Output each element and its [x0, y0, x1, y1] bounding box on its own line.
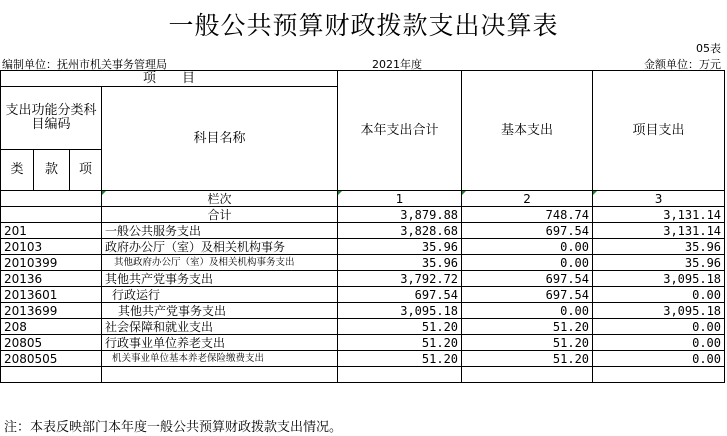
row-name: 行政运行 — [102, 287, 338, 303]
row-total: 35.96 — [338, 239, 462, 255]
table-note: 注：本表反映部门本年度一般公共预算财政拨款支出情况。 — [4, 420, 343, 435]
header-xiang: 项 — [70, 150, 102, 191]
table-row — [1, 367, 725, 383]
row-project: 3,095.18 — [593, 303, 725, 319]
row-total: 51.20 — [338, 351, 462, 367]
row-total: 3,879.88 — [338, 207, 462, 223]
table-row — [1, 223, 725, 239]
row-total: 51.20 — [338, 335, 462, 351]
column-index-3: 3 — [593, 191, 725, 207]
row-name: 其他政府办公厅（室）及相关机构事务支出 — [102, 255, 338, 271]
row-project: 0.00 — [593, 319, 725, 335]
row-code: 201 — [1, 223, 102, 239]
header-func-code: 支出功能分类科目编码 — [1, 87, 102, 150]
header-total: 本年支出合计 — [338, 71, 462, 191]
row-basic: 697.54 — [462, 271, 593, 287]
row-total: 697.54 — [338, 287, 462, 303]
row-name: 一般公共服务支出 — [102, 223, 338, 239]
header-basic: 基本支出 — [462, 71, 593, 191]
table-row — [1, 239, 725, 255]
row-code: 2013601 — [1, 287, 102, 303]
row-project: 0.00 — [593, 351, 725, 367]
row-total: 51.20 — [338, 319, 462, 335]
table-row — [1, 319, 725, 335]
row-name: 其他共产党事务支出 — [102, 271, 338, 287]
table-number: 05表 — [696, 42, 721, 55]
row-name: 合计 — [102, 207, 338, 223]
row-name: 政府办公厅（室）及相关机构事务 — [102, 239, 338, 255]
row-code — [1, 367, 102, 383]
row-project: 35.96 — [593, 239, 725, 255]
column-index-label: 栏次 — [102, 191, 338, 207]
table-row — [1, 287, 725, 303]
row-basic: 748.74 — [462, 207, 593, 223]
row-basic: 697.54 — [462, 223, 593, 239]
table-row — [1, 303, 725, 319]
row-basic: 51.20 — [462, 351, 593, 367]
row-total — [338, 367, 462, 383]
header-subject-name: 科目名称 — [102, 87, 338, 191]
row-project: 3,131.14 — [593, 223, 725, 239]
row-project: 35.96 — [593, 255, 725, 271]
row-code — [1, 207, 102, 223]
row-total: 3,792.72 — [338, 271, 462, 287]
fiscal-year: 2021年度 — [372, 58, 422, 71]
header-kuan: 款 — [34, 150, 70, 191]
row-basic: 0.00 — [462, 255, 593, 271]
row-basic: 51.20 — [462, 335, 593, 351]
table-row — [1, 255, 725, 271]
row-name: 机关事业单位基本养老保险缴费支出 — [102, 351, 338, 367]
header-project: 项目支出 — [593, 71, 725, 191]
row-total: 3,095.18 — [338, 303, 462, 319]
row-project: 3,095.18 — [593, 271, 725, 287]
row-project: 0.00 — [593, 335, 725, 351]
row-code: 2080505 — [1, 351, 102, 367]
org-label: 编制单位：抚州市机关事务管理局 — [2, 58, 167, 71]
row-basic: 0.00 — [462, 239, 593, 255]
row-project: 0.00 — [593, 287, 725, 303]
expenditure-table — [0, 70, 725, 383]
row-name — [102, 367, 338, 383]
header-lei: 类 — [1, 150, 34, 191]
column-index-2: 2 — [462, 191, 593, 207]
row-project — [593, 367, 725, 383]
row-total: 35.96 — [338, 255, 462, 271]
row-name: 社会保障和就业支出 — [102, 319, 338, 335]
table-row — [1, 207, 725, 223]
row-basic — [462, 367, 593, 383]
header-item: 项 目 — [1, 71, 338, 87]
row-code: 20136 — [1, 271, 102, 287]
row-total: 3,828.68 — [338, 223, 462, 239]
table-row — [1, 351, 725, 367]
row-basic: 51.20 — [462, 319, 593, 335]
row-code: 20805 — [1, 335, 102, 351]
table-row — [1, 271, 725, 287]
unit-label: 金额单位：万元 — [644, 58, 721, 71]
report-title: 一般公共预算财政拨款支出决算表 — [168, 11, 559, 40]
row-code: 20103 — [1, 239, 102, 255]
row-basic: 0.00 — [462, 303, 593, 319]
row-code: 2010399 — [1, 255, 102, 271]
row-name: 行政事业单位养老支出 — [102, 335, 338, 351]
column-index-1: 1 — [338, 191, 462, 207]
row-project: 3,131.14 — [593, 207, 725, 223]
row-name: 其他共产党事务支出 — [102, 303, 338, 319]
row-code: 208 — [1, 319, 102, 335]
row-code: 2013699 — [1, 303, 102, 319]
table-row — [1, 335, 725, 351]
blank-cell — [1, 191, 102, 207]
row-basic: 697.54 — [462, 287, 593, 303]
